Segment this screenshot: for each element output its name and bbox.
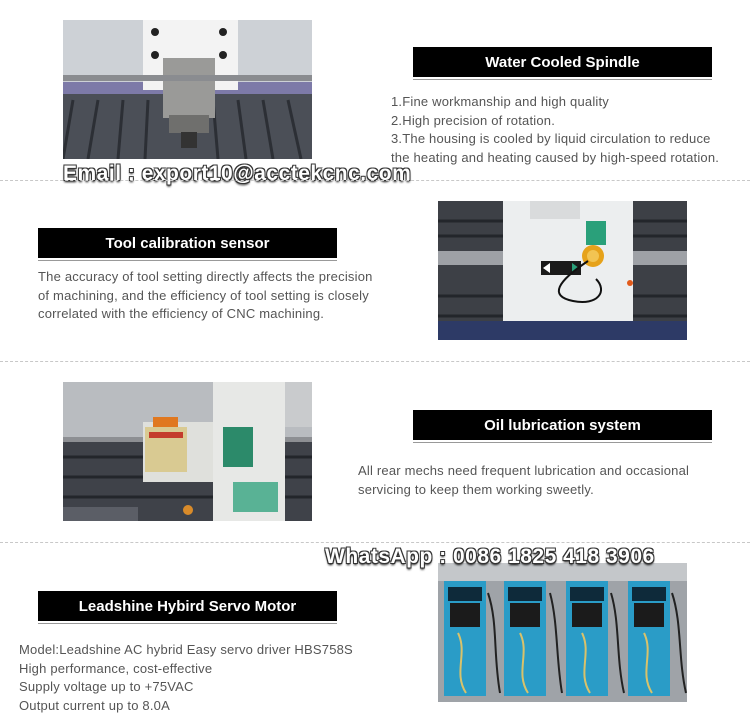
servo-drivers-photo [438,563,687,702]
sensor-line-3: correlated with the efficiency of CNC machining. [38,306,325,321]
servo-line-4: Output current up to 8.0A [19,697,170,713]
tool-calibration-sensor-photo [438,201,687,340]
spindle-description [391,93,746,167]
whatsapp-watermark: WhatsApp : 0086 1825 418 3906 [325,545,655,568]
servo-description [19,641,409,715]
sensor-title-text: Tool calibration sensor [105,234,270,252]
divider-1 [0,180,750,181]
water-cooled-spindle-photo [63,20,312,159]
servo-title [38,591,337,621]
oil-title-text: Oil lubrication system [484,416,641,434]
oil-title [413,410,712,440]
spindle-line-3: 3.The housing is cooled by liquid circulation to reduce [391,131,711,146]
oil-description [358,462,738,499]
sensor-line-1: The accuracy of tool setting directly affects the precision [38,269,373,284]
servo-line-3: Supply voltage up to +75VAC [19,679,194,694]
email-watermark: Email : export10@acctekcnc.com [63,162,412,185]
spindle-line-1: 1.Fine workmanship and high quality [391,94,610,109]
servo-title-text: Leadshine Hybird Servo Motor [78,597,297,615]
oil-line-2: servicing to keep them working sweetly. [358,481,594,497]
divider-3 [0,542,750,543]
spindle-line-4: the heating and heating caused by high-speed rotation. [391,149,720,165]
spindle-title-text: Water Cooled Spindle [485,53,640,71]
oil-line-1: All rear mechs need frequent lubrication and occasional [358,463,690,478]
sensor-description [38,268,408,324]
spindle-title-underline [413,79,712,80]
sensor-title-underline [38,260,337,261]
servo-line-2: High performance, cost-effective [19,660,213,676]
spindle-title [413,47,712,77]
servo-title-underline [38,623,337,624]
oil-title-underline [413,442,712,443]
divider-2 [0,361,750,362]
sensor-line-2: of machining, and the efficiency of tool setting is closely [38,287,369,303]
sensor-title [38,228,337,258]
servo-line-1: Model:Leadshine AC hybrid Easy servo driver HBS758S [19,642,353,657]
oil-lubrication-photo [63,382,312,521]
spindle-line-2: 2.High precision of rotation. [391,112,556,128]
